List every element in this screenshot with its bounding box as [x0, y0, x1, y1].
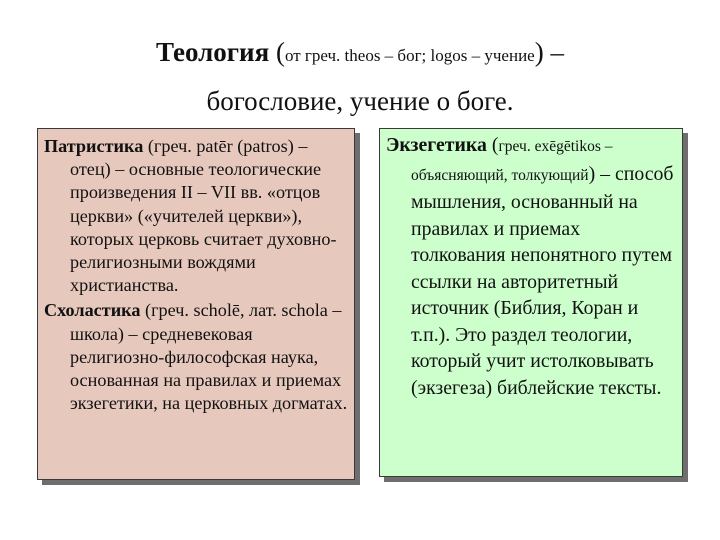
patristics-scholastics-box [37, 128, 355, 480]
patristics-term: Патристика [44, 136, 144, 156]
exegetics-open-paren: ( [486, 134, 499, 156]
title-open-paren: ( [269, 37, 285, 67]
patristics-paragraph [44, 135, 348, 297]
exegetics-text: способ мышления, основанный на правилах и приемах толкования непонятного путем ссылки на авторитетный источник (Библия, Коран и т.п.). Это раздел теологии, который учит истолковывать (экзегеза) библейские тексты. [411, 162, 674, 399]
slide-title [0, 30, 720, 128]
exegetics-etymology: греч. exēgētikos – объясняющий, толкующий [411, 138, 613, 184]
title-definition: богословие, учение о боге. [206, 86, 514, 116]
patristics-text: (греч. patēr (patros) – отец) – основные теологические произведения II – VII вв. «отцов церкви» («учителей церкви»), которых церковь считает духовно-религиозными вождями христианства. [70, 136, 337, 296]
title-etymology: от греч. theos – бог; logos – учение [284, 46, 535, 65]
scholastics-text: (греч. scholē, лат. schola – школа) – средневековая религиозно-философская наука, основанная на правилах и приемах экзегетики, на церковных догматах. [70, 300, 348, 414]
exegetics-close-paren: ) – [588, 162, 611, 185]
title-close-paren: ) – [534, 37, 564, 67]
exegetics-box [379, 128, 683, 477]
title-term: Теология [156, 37, 270, 67]
exegetics-term: Экзегетика [386, 134, 487, 156]
scholastics-paragraph [44, 299, 348, 415]
scholastics-term: Схоластика [44, 300, 141, 321]
exegetics-paragraph [386, 132, 676, 401]
